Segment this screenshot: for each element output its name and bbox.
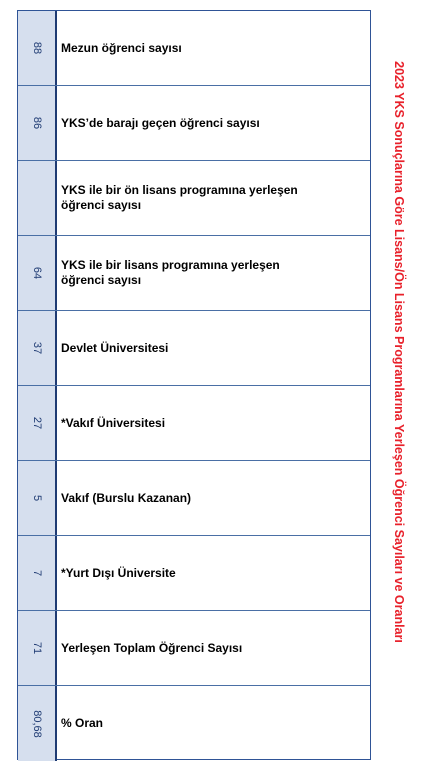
row-value: 80,68 — [30, 709, 43, 738]
table-row — [18, 686, 370, 761]
row-label: YKS ile bir ön lisans programına yerleşen öğrenci sayısı — [61, 183, 298, 212]
page-title: 2023 YKS Sonuçlarına Göre Lisans/Ön Lisans Programlarına Yerleşen Öğrenci Sayıları ve Oranları — [392, 61, 406, 643]
value-cell — [18, 686, 57, 761]
row-value: 37 — [30, 341, 43, 355]
value-cell — [18, 161, 57, 235]
row-value: 7 — [30, 569, 43, 577]
row-label: Yerleşen Toplam Öğrenci Sayısı — [61, 640, 243, 655]
row-value: 27 — [30, 416, 43, 430]
value-cell — [18, 86, 57, 160]
row-label: YKS ile bir lisans programına yerleşen öğrenci sayısı — [61, 258, 280, 287]
label-cell — [57, 311, 370, 385]
row-value: 88 — [30, 41, 43, 55]
table-row — [18, 86, 370, 161]
value-cell — [18, 386, 57, 460]
value-cell — [18, 311, 57, 385]
table-row — [18, 536, 370, 611]
row-value: 64 — [30, 266, 43, 280]
row-label: Vakıf (Burslu Kazanan) — [61, 490, 192, 505]
table-row — [18, 386, 370, 461]
label-cell — [57, 461, 370, 535]
table-row — [18, 461, 370, 536]
label-cell — [57, 686, 370, 761]
row-label: *Vakıf Üniversitesi — [61, 415, 166, 430]
label-cell — [57, 11, 370, 85]
row-value: 71 — [30, 641, 43, 655]
row-label: % Oran — [61, 716, 104, 730]
row-label: YKS’de barajı geçen öğrenci sayısı — [61, 115, 260, 130]
row-value: 5 — [30, 494, 43, 502]
value-cell — [18, 536, 57, 610]
value-cell — [18, 611, 57, 685]
table-row — [18, 311, 370, 386]
row-label: Devlet Üniversitesi — [61, 340, 169, 355]
row-label: *Yurt Dışı Üniversite — [61, 565, 176, 580]
label-cell — [57, 236, 370, 310]
table-row — [18, 161, 370, 236]
results-table — [17, 10, 371, 760]
row-label: Mezun öğrenci sayısı — [61, 40, 182, 55]
value-cell — [18, 236, 57, 310]
table-row — [18, 11, 370, 86]
label-cell — [57, 161, 370, 235]
table-row — [18, 236, 370, 311]
label-cell — [57, 611, 370, 685]
table-row — [18, 611, 370, 686]
value-cell — [18, 11, 57, 85]
label-cell — [57, 536, 370, 610]
value-cell — [18, 461, 57, 535]
label-cell — [57, 386, 370, 460]
row-value: 86 — [30, 116, 43, 130]
label-cell — [57, 86, 370, 160]
